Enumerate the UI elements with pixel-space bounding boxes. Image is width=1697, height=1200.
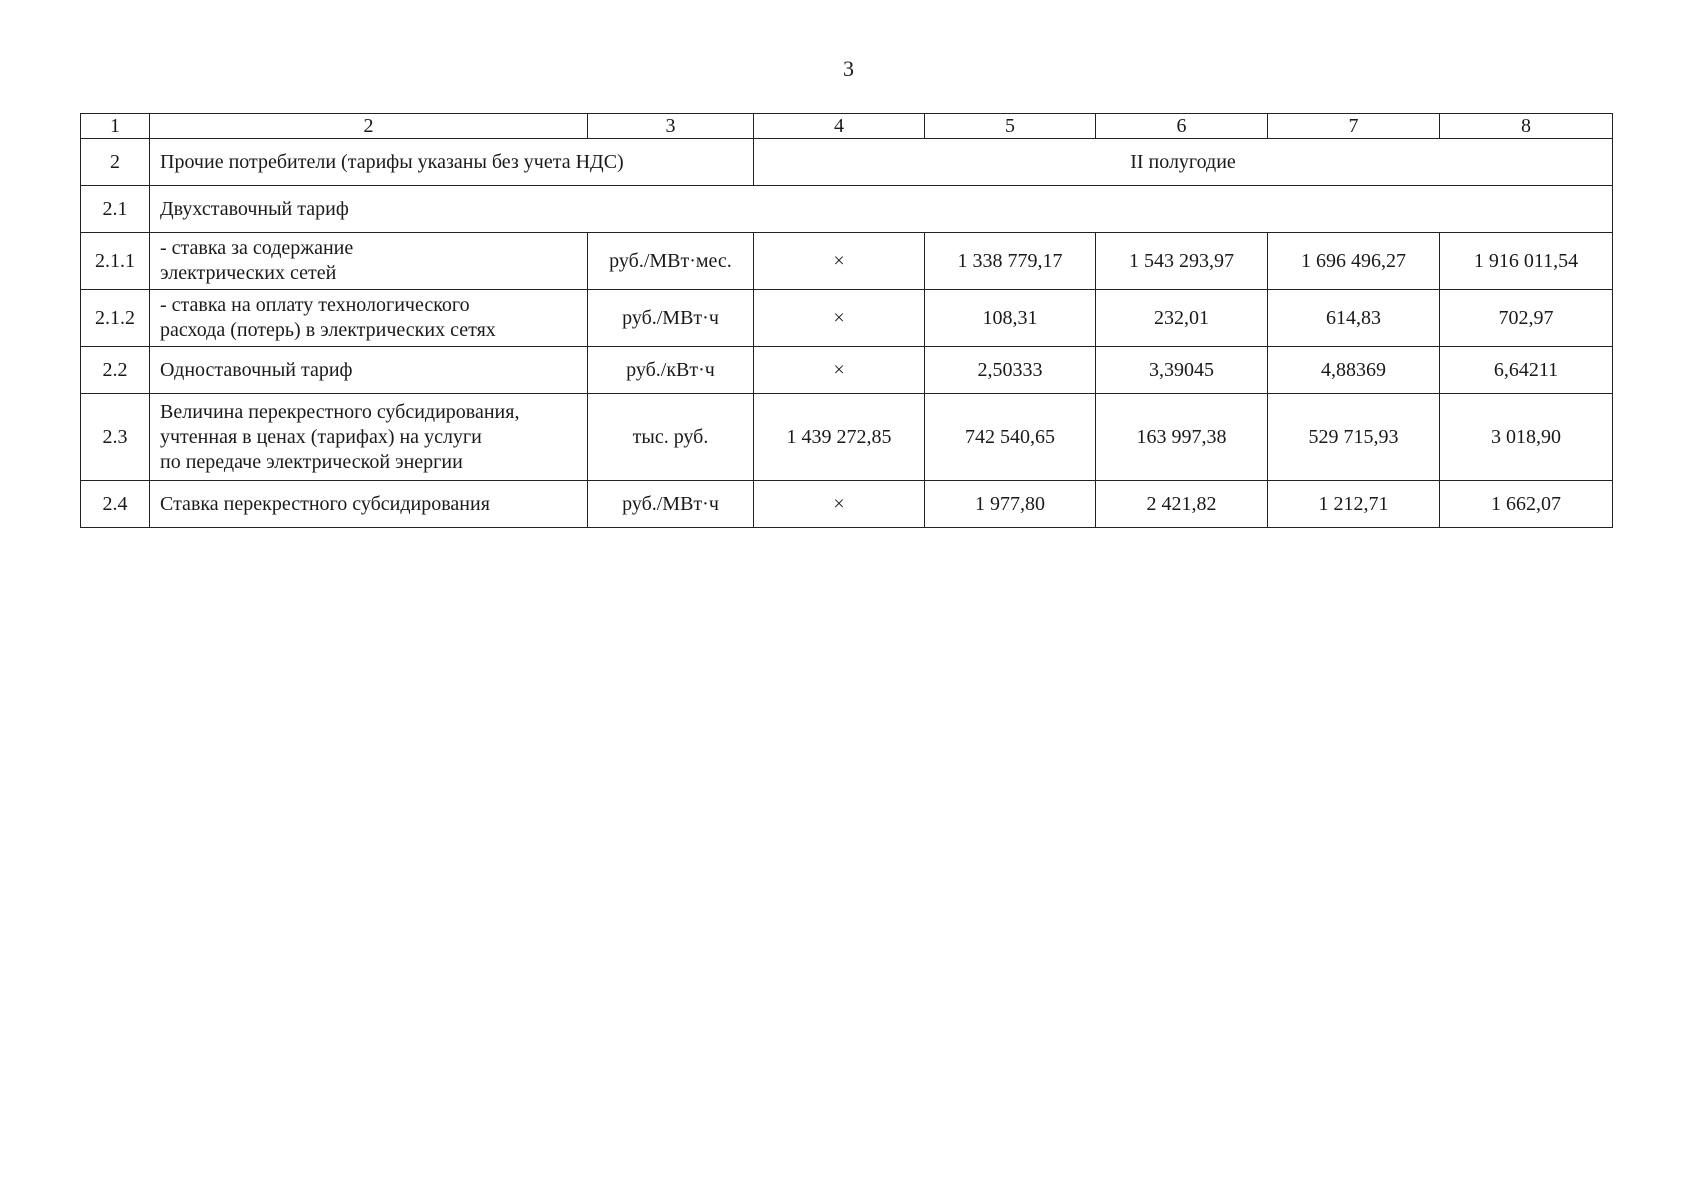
subsection-name: Двухставочный тариф — [150, 186, 1613, 233]
row-number: 2.4 — [81, 481, 150, 528]
unit-cell: руб./МВт·мес. — [588, 233, 754, 290]
row-number: 2.1 — [81, 186, 150, 233]
value-cell: 742 540,65 — [925, 394, 1096, 481]
row-number: 2 — [81, 139, 150, 186]
row-name — [150, 290, 588, 347]
value-cell: 4,88369 — [1268, 347, 1440, 394]
value-cell: 1 439 272,85 — [754, 394, 925, 481]
subsection-row — [81, 186, 1613, 233]
period-label: II полугодие — [754, 139, 1613, 186]
value-cell: 6,64211 — [1440, 347, 1613, 394]
column-number: 5 — [925, 114, 1096, 139]
value-cell: 1 212,71 — [1268, 481, 1440, 528]
row-name — [150, 233, 588, 290]
row-name-line: по передаче электрической энергии — [160, 450, 463, 473]
unit-cell: руб./МВт·ч — [588, 481, 754, 528]
row-number: 2.1.2 — [81, 290, 150, 347]
table-row — [81, 347, 1613, 394]
column-number: 3 — [588, 114, 754, 139]
value-cell: 3,39045 — [1096, 347, 1268, 394]
value-cell: 702,97 — [1440, 290, 1613, 347]
value-cell: 1 338 779,17 — [925, 233, 1096, 290]
value-cell: 3 018,90 — [1440, 394, 1613, 481]
column-number: 1 — [81, 114, 150, 139]
unit-cell: тыс. руб. — [588, 394, 754, 481]
value-cell: 1 916 011,54 — [1440, 233, 1613, 290]
column-number: 2 — [150, 114, 588, 139]
row-name-line: Ставка перекрестного субсидирования — [160, 492, 490, 515]
row-name-line: расхода (потерь) в электрических сетях — [160, 319, 496, 341]
column-number: 7 — [1268, 114, 1440, 139]
row-number: 2.2 — [81, 347, 150, 394]
value-cell: 614,83 — [1268, 290, 1440, 347]
value-cell: × — [754, 481, 925, 528]
row-name-line: учтенная в ценах (тарифах) на услуги — [160, 425, 482, 448]
row-name — [150, 347, 588, 394]
page-number: 3 — [843, 56, 854, 81]
value-cell: × — [754, 233, 925, 290]
value-cell: 1 977,80 — [925, 481, 1096, 528]
row-name-line: - ставка на оплату технологического — [160, 294, 470, 316]
column-number: 6 — [1096, 114, 1268, 139]
column-number-row — [81, 114, 1613, 139]
column-number: 8 — [1440, 114, 1613, 139]
value-cell: 1 696 496,27 — [1268, 233, 1440, 290]
column-number: 4 — [754, 114, 925, 139]
tariff-table — [80, 113, 1613, 528]
value-cell: 163 997,38 — [1096, 394, 1268, 481]
table-row — [81, 394, 1613, 481]
row-name-line: электрических сетей — [160, 262, 337, 284]
value-cell: 2,50333 — [925, 347, 1096, 394]
row-name-line: - ставка за содержание — [160, 237, 354, 259]
section-name: Прочие потребители (тарифы указаны без учета НДС) — [150, 139, 754, 186]
table-row — [81, 481, 1613, 528]
value-cell: 108,31 — [925, 290, 1096, 347]
value-cell: × — [754, 347, 925, 394]
row-name — [150, 394, 588, 481]
unit-cell: руб./МВт·ч — [588, 290, 754, 347]
value-cell: × — [754, 290, 925, 347]
row-name-line: Одноставочный тариф — [160, 358, 353, 381]
row-name — [150, 481, 588, 528]
table-row — [81, 290, 1613, 347]
unit-cell: руб./кВт·ч — [588, 347, 754, 394]
table-row — [81, 233, 1613, 290]
value-cell: 232,01 — [1096, 290, 1268, 347]
row-number: 2.3 — [81, 394, 150, 481]
row-name-line: Величина перекрестного субсидирования, — [160, 400, 520, 423]
value-cell: 529 715,93 — [1268, 394, 1440, 481]
section-row — [81, 139, 1613, 186]
value-cell: 1 662,07 — [1440, 481, 1613, 528]
row-number: 2.1.1 — [81, 233, 150, 290]
value-cell: 2 421,82 — [1096, 481, 1268, 528]
value-cell: 1 543 293,97 — [1096, 233, 1268, 290]
